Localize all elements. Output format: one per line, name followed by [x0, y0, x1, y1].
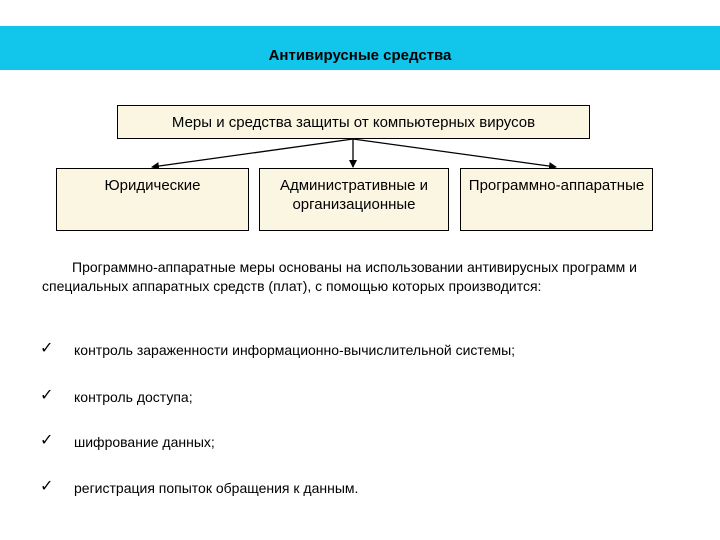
legal-label: Юридические: [104, 177, 201, 194]
check-icon: ✓: [40, 387, 54, 404]
list-item-text: регистрация попыток обращения к данным.: [74, 480, 359, 496]
check-icon: ✓: [40, 478, 54, 495]
legal-box: [56, 168, 249, 231]
description-paragraph: Программно-аппаратные меры основаны на использовании антивирусных программ и специальных аппаратных средств (плат), с помощью которых производится:: [42, 259, 637, 294]
check-icon: ✓: [40, 340, 54, 357]
arrow-to-legal: [152, 139, 353, 167]
list-item-text: шифрование данных;: [74, 434, 215, 450]
arrow-to-hardware-software: [353, 139, 556, 167]
check-icon: ✓: [40, 432, 54, 449]
administrative-label: Административные и организационные: [279, 177, 428, 213]
hardware-software-label: Программно-аппаратные: [468, 177, 645, 194]
list-item-text: контроль зараженности информационно-вычислительной системы;: [74, 342, 516, 358]
list-item-text: контроль доступа;: [74, 389, 193, 405]
slide-title: Антивирусные средства: [268, 47, 452, 64]
administrative-box: [259, 168, 449, 231]
root-label: Меры и средства защиты от компьютерных вирусов: [171, 114, 536, 131]
hardware-software-box: [460, 168, 653, 231]
